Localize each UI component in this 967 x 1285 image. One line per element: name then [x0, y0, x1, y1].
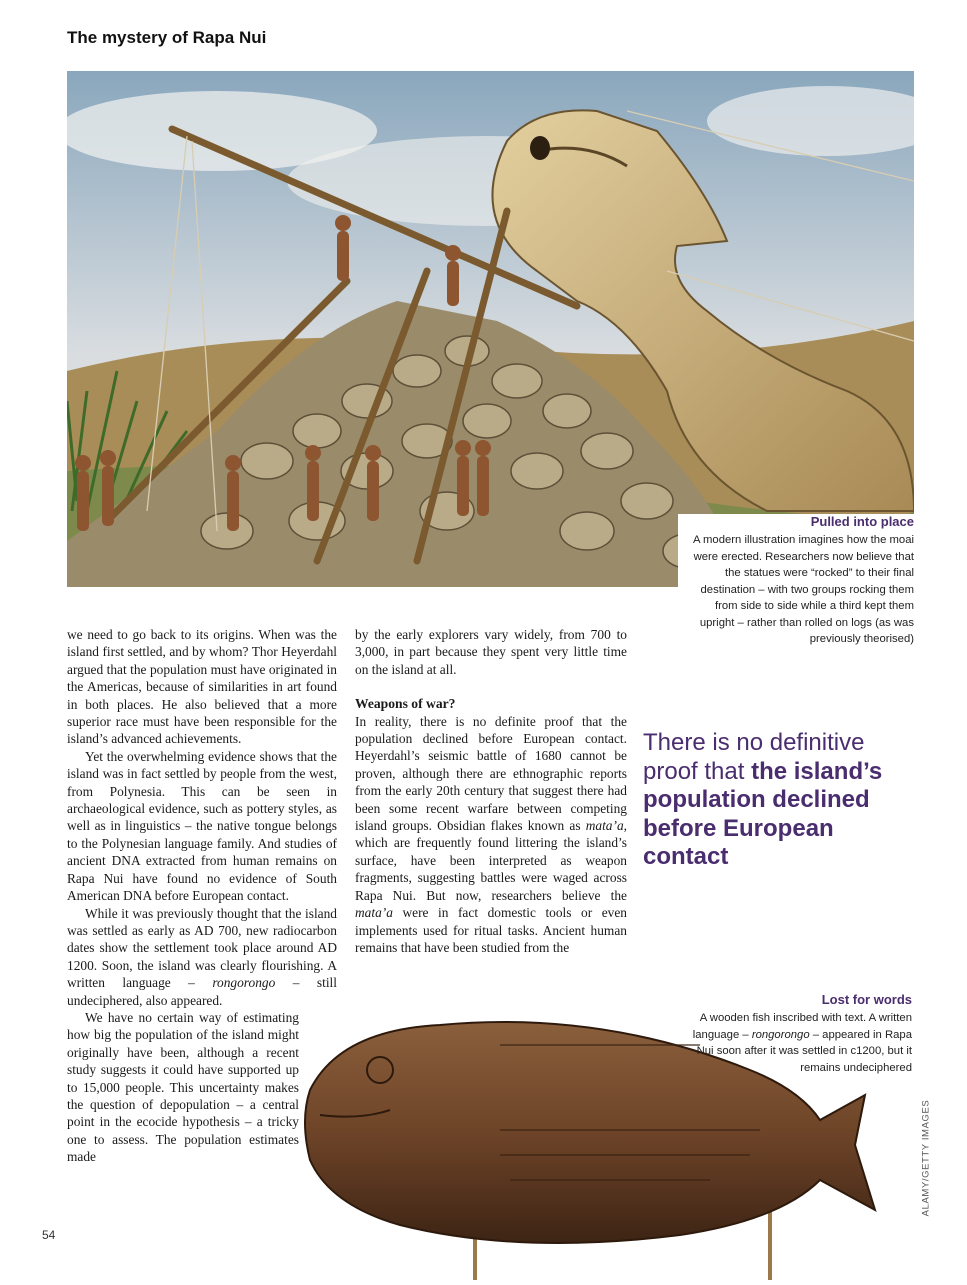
- moai-illustration: [67, 71, 914, 587]
- subheading: Weapons of war?: [355, 696, 456, 712]
- photo-credit: [919, 1099, 933, 1217]
- credit-text: ALAMY/GETTY IMAGES: [920, 1099, 932, 1217]
- body-column-2: [355, 626, 627, 956]
- body-column-1: [67, 626, 337, 1166]
- pull-quote: [643, 729, 923, 872]
- text: While it was previously thought that the island was settled as early as AD 700, new radiocarbon dates show the settlement took place around AD 1200. Soon, the island was clearly flourishing. A written language –: [67, 905, 337, 991]
- page-number: 54: [42, 1228, 56, 1242]
- emphasis: rongorongo: [212, 975, 276, 991]
- paragraph: [355, 713, 627, 957]
- caption-lost-for-words: [690, 992, 912, 1076]
- page-header: The mystery of Rapa Nui: [67, 28, 267, 47]
- emphasis: mata’a: [355, 905, 393, 921]
- text: A wooden fish inscribed with text. A written language –: [692, 1012, 912, 1041]
- pull-quote-light: There is no definitive proof that: [643, 729, 865, 785]
- caption-body: A modern illustration imagines how the moai were erected. Researchers now believe that the statues were “rocked” to their final destination – with two groups rocking them from side to side while a third kept them upright – rather than rolled on logs (as was previously theorised): [692, 534, 914, 645]
- text: – appeared in Rapa Nui soon after it was settled in c1200, but it remains undeciphered: [696, 1028, 912, 1074]
- text: were in fact domestic tools or even implements used for ritual tasks. Ancient human remains that have been studied from the: [355, 905, 627, 955]
- paragraph: we need to go back to its origins. When was the island first settled, and by whom? Thor Heyerdahl argued that the population must have originated in the Americas, because of similarities in art found in both places. He also believed that a more superior race must have been responsible for the island’s advanced achievements.: [67, 627, 337, 747]
- emphasis: rongorongo: [751, 1028, 810, 1041]
- paragraph: [67, 905, 337, 1009]
- emphasis: mata’a: [585, 818, 624, 834]
- caption-title: Pulled into place: [810, 514, 914, 529]
- text: – still undeciphered, also appeared.: [67, 975, 338, 1008]
- pull-quote-bold: the island’s population declined before European contact: [643, 757, 883, 870]
- paragraph: We have no certain way of estimating how big the population of the island might originally have been, although a recent study suggests it could have supported up to 15,000 people. This uncertainty makes the question of depopulation – a central point in the ecocide hypothesis – a tricky one to assess. The population estimates made: [67, 1009, 299, 1165]
- caption-pulled-into-place: [678, 514, 914, 644]
- text: In reality, there is no definite proof that the population declined before European contact. Heyerdahl’s seismic battle of 1680 cannot be proven, although there are ethnographic reports from the early 20th century that suggest there had been some recent warfare between competing island groups. Obsidian flakes known as: [355, 713, 627, 834]
- caption-body: [690, 1010, 912, 1076]
- text: , which are frequently found littering the island’s surface, have been interpreted as weapon fragments, suggesting battles were waged across Rapa Nui. But now, researchers believe the: [355, 818, 627, 903]
- paragraph: Yet the overwhelming evidence shows that the island was in fact settled by people from the west, from Polynesia. This can be seen in archaeological evidence, such as pottery styles, as well as in linguistics – the native tongue belongs to the Polynesian language family. And studies of ancient DNA extracted from human remains on Rapa Nui have found no evidence of South American DNA before European contact.: [67, 748, 337, 904]
- paragraph: by the early explorers vary widely, from 700 to 3,000, in part because they spent very little time on the island at all.: [355, 627, 627, 677]
- caption-title: Lost for words: [821, 992, 912, 1007]
